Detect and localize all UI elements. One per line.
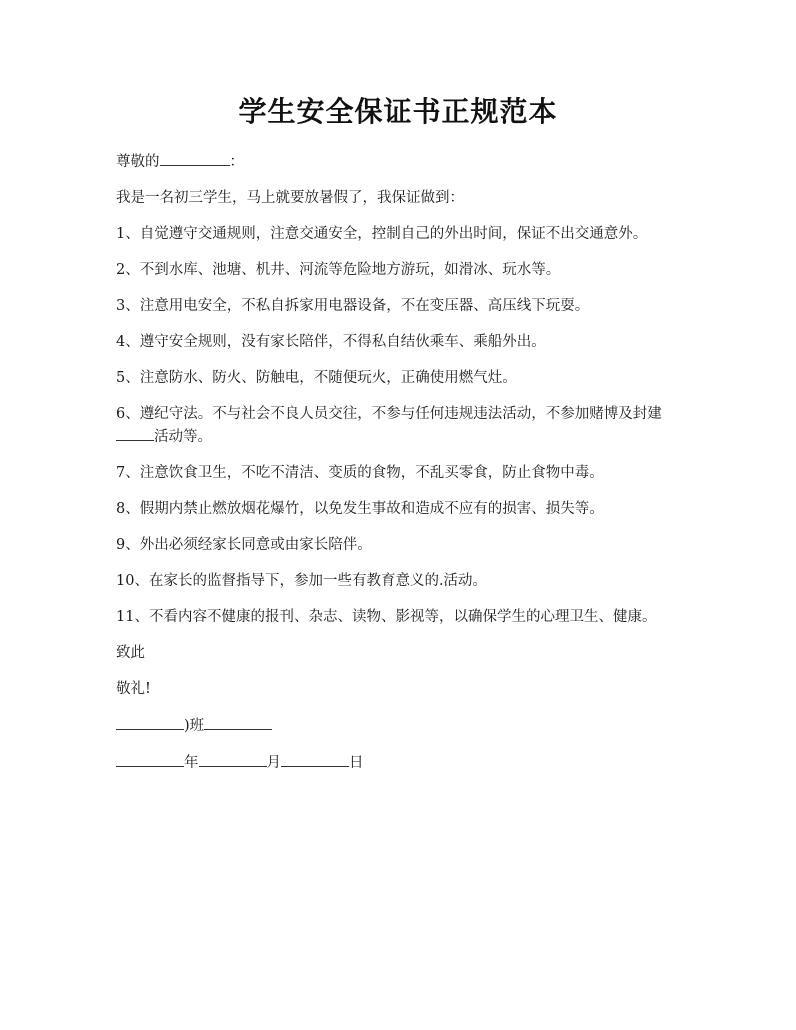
day-label: 日 xyxy=(349,755,364,771)
year-blank xyxy=(116,751,184,767)
class-label: )班 xyxy=(184,718,205,734)
date-line xyxy=(116,751,682,774)
list-item xyxy=(116,403,682,448)
student-name-blank xyxy=(204,714,272,730)
list-item: 1、自觉遵守交通规则，注意交通安全，控制自己的外出时间，保证不出交通意外。 xyxy=(116,226,648,242)
year-label: 年 xyxy=(184,755,199,771)
list-item: 4、遵守安全规则，没有家长陪伴，不得私自结伙乘车、乘船外出。 xyxy=(116,334,546,350)
month-blank xyxy=(199,751,267,767)
day-blank xyxy=(281,751,349,767)
list-item: 3、注意用电安全，不私自拆家用电器设备，不在变压器、高压线下玩耍。 xyxy=(116,298,590,314)
class-number-blank xyxy=(116,714,184,730)
list-item: 11、不看内容不健康的报刊、杂志、读物、影视等，以确保学生的心理卫生、健康。 xyxy=(116,609,657,625)
list-item: 10、在家长的监督指导下，参加一些有教育意义的.活动。 xyxy=(116,573,488,589)
item6-blank xyxy=(116,425,154,441)
item6-text-before: 6、遵纪守法。不与社会不良人员交往，不参与任何违规违法活动，不参加赌博及封建 xyxy=(116,406,662,422)
list-item: 9、外出必须经家长同意或由家长陪伴。 xyxy=(116,537,372,553)
list-item: 5、注意防水、防火、防触电，不随便玩火，正确使用燃气灶。 xyxy=(116,370,517,386)
intro-paragraph: 我是一名初三学生，马上就要放暑假了，我保证做到： xyxy=(116,190,464,206)
list-item: 2、不到水库、池塘、机井、河流等危险地方游玩，如滑冰、玩水等。 xyxy=(116,262,561,278)
month-label: 月 xyxy=(266,755,281,771)
greeting-prefix: 尊敬的 xyxy=(116,154,160,170)
closing-line-1: 致此 xyxy=(116,645,145,661)
class-signature-line xyxy=(116,714,682,737)
closing-line-2: 敬礼! xyxy=(116,681,151,697)
document-body xyxy=(116,150,682,788)
document-title: 学生安全保证书正规范本 xyxy=(238,95,558,128)
list-item: 7、注意饮食卫生，不吃不清洁、变质的食物，不乱买零食，防止食物中毒。 xyxy=(116,465,604,481)
item6-text-after: 活动等。 xyxy=(154,429,212,445)
greeting-line xyxy=(116,150,682,173)
recipient-blank xyxy=(160,150,230,166)
greeting-suffix: ： xyxy=(229,154,244,170)
list-item: 8、假期内禁止燃放烟花爆竹，以免发生事故和造成不应有的损害、损失等。 xyxy=(116,501,604,517)
